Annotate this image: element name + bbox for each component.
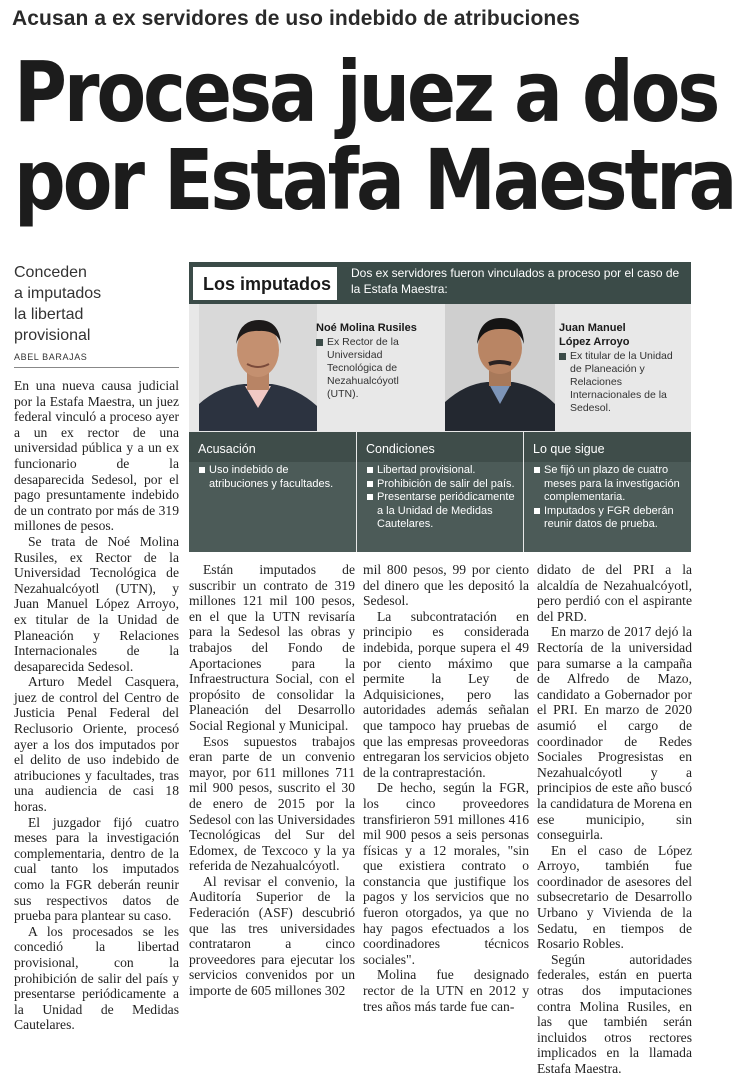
- section-condiciones: [357, 432, 523, 552]
- person2-name-line2: López Arroyo: [559, 336, 630, 348]
- section-lo-que-sigue: [524, 432, 691, 552]
- paragraph: Están imputados de suscribir un contrato de 319 millones 121 mil 100 pesos, en el que la UTN revisaría para la Sedesol las obras y trabajos del Fondo de Aportaciones para la Infraestructura Social, con el propósito de consolidar la Planeación del Desarrollo Social Regional y Municipal.: [189, 562, 355, 733]
- paragraph: Según autoridades federales, están en puerta otras dos imputaciones contra Molina Rusiles, en las que también serán incluidos otros rectores implicados en la llamada Estafa Maestra.: [537, 951, 692, 1076]
- paragraph: Molina fue designado rector de la UTN en 2012 y tres años más tarde fue can-: [363, 967, 529, 1014]
- paragraph: A los procesados se les concedió la libertad provisional, con la prohibición de salir del país y presentarse periódicamente a la Unidad de Medidas Cautelares.: [14, 923, 179, 1033]
- paragraph: En marzo de 2017 dejó la Rectoría de la universidad para sumarse a la campaña de Alfredo de Mazo, candidato a Gobernador por el PRI. En marzo de 2020 asumió el cargo de coordinador de Redes Sociales Progresistas en Nezahualcóyotl y a principios de este año buscó la candidatura de Morena en ese municipio, sin conseguirla.: [537, 624, 692, 843]
- bullet-icon: [316, 339, 323, 346]
- article-column-3: [363, 562, 529, 1014]
- section-item: Imputados y FGR deberán reunir datos de prueba.: [534, 505, 685, 532]
- article-column-2: [189, 562, 355, 999]
- paragraph: En una nueva causa judicial por la Estafa Maestra, un juez federal vinculó a proceso ayer a un ex rector de una universidad pública y a un ex funcionario de la desaparecida Sedesol, por el pago presuntamente indebido de un contrato por más de 319 millones de pesos.: [14, 378, 179, 534]
- infobox-title: Los imputados: [203, 274, 332, 294]
- paragraph: didato de del PRI a la alcaldía de Nezahualcóyotl, pero perdió con el aspirante del PRD.: [537, 562, 692, 624]
- person1-desc: [316, 336, 432, 401]
- paragraph: Arturo Medel Casquera, juez de control del Centro de Justicia Penal Federal del Reclusorio Oriente, procesó ayer a los dos imputados por el delito de uso indebido de atribuciones y facultades, tras una audiencia de casi 18 horas.: [14, 674, 179, 815]
- paragraph: En el caso de López Arroyo, también fue coordinador de asesores del subsecretario de Desarrollo Urbano y Vivienda de la Sedatu, en tiempos de Rosario Robles.: [537, 842, 692, 952]
- section-item: Libertad provisional.: [367, 464, 517, 478]
- person2-name-line1: Juan Manuel: [559, 322, 626, 334]
- person2-desc: [559, 350, 687, 415]
- section-item: Uso indebido de atribuciones y facultades.: [199, 464, 350, 491]
- kicker: Acusan a ex servidores de uso indebido de atribuciones: [12, 7, 580, 30]
- infobox-intro: Dos ex servidores fueron vinculados a proceso por el caso de la Estafa Maestra:: [351, 266, 680, 296]
- article-column-4: [537, 562, 692, 1076]
- byline: ABEL BARAJAS: [14, 352, 88, 362]
- paragraph: Se trata de Noé Molina Rusiles, ex Rector de la Universidad Tecnológica de Nezahualcóyotl (UTN), y Juan Manuel López Arroyo, ex titular de la Unidad de Planeación y Relaciones Internacionales de la desaparecida Sedesol.: [14, 533, 179, 674]
- section-acusacion: [189, 432, 356, 552]
- section-title: Lo que sigue: [533, 442, 605, 456]
- photo-juan-manuel: [445, 304, 555, 431]
- infobox: [189, 262, 691, 552]
- byline-rule: [14, 367, 179, 368]
- section-title: Acusación: [198, 442, 256, 456]
- paragraph: El juzgador fijó cuatro meses para la investigación complementaria, dentro de la cual tanto los imputados como la FGR deberán reunir sus respectivos datos de prueba para plantear su caso.: [14, 814, 179, 924]
- person1-name: Noé Molina Rusiles: [316, 322, 417, 334]
- paragraph: Al revisar el convenio, la Auditoría Superior de la Federación (ASF) descubrió que las tres universidades contrataron a cinco proveedores para ejecutar los servicios convenidos por un importe de 605 millones 302: [189, 873, 355, 999]
- section-item: Presentarse periódicamente a la Unidad de Medidas Cautelares.: [367, 491, 517, 532]
- headline-line-2: por Estafa Maestra: [14, 131, 734, 229]
- headline: [14, 43, 734, 229]
- person1-desc-text: Ex Rector de la Universidad Tecnológica de Nezahualcóyotl (UTN).: [327, 336, 399, 400]
- paragraph: De hecho, según la FGR, los cinco proveedores transfirieron 591 millones 416 mil 900 pesos a seis personas físicas y a 12 morales, "sin que existiera contrato o constancia que justifique los pagos y los servicios que no fueron otorgados, ya que no hay pagos efectuados a los coordinadores técnicos sociales".: [363, 780, 529, 967]
- deck-line: provisional: [14, 327, 91, 344]
- infobox-title-box: [192, 266, 338, 301]
- photo-noe-molina: [199, 304, 317, 431]
- paragraph: Esos supuestos trabajos eran parte de un convenio mayor, por 611 millones 711 mil 900 pesos, suscrito el 30 de enero de 2015 por la Sedesol con las Universidades Tecnológicas del Sur del Edomex, de Texcoco y la ya referida de Nezahualcóyotl.: [189, 733, 355, 874]
- deck-line: Conceden: [14, 264, 87, 281]
- deck-line: a imputados: [14, 285, 102, 302]
- headline-line-1: Procesa juez a dos: [14, 43, 718, 141]
- section-title: Condiciones: [366, 442, 435, 456]
- paragraph: mil 800 pesos, 99 por ciento del dinero que les depositó la Sedesol.: [363, 562, 529, 609]
- section-item: Se fijó un plazo de cuatro meses para la investigación complementaria.: [534, 464, 685, 505]
- person2-desc-text: Ex titular de la Unidad de Planeación y Relaciones Internacionales de la Sedesol.: [570, 350, 673, 414]
- bullet-icon: [559, 353, 566, 360]
- deck-line: la libertad: [14, 306, 84, 323]
- section-item: Prohibición de salir del país.: [367, 478, 517, 492]
- article-column-1: [14, 378, 179, 1033]
- person2-name: [559, 321, 630, 349]
- deck: [14, 262, 101, 346]
- paragraph: La subcontratación en principio es considerada indebida, porque supera el 49 por ciento máximo que permite la Ley de Adquisiciones, pero las autoridades además señalan que tampoco hay pruebas de que las empresas proveedoras entregaran los servicios objeto de la contraprestación.: [363, 608, 529, 780]
